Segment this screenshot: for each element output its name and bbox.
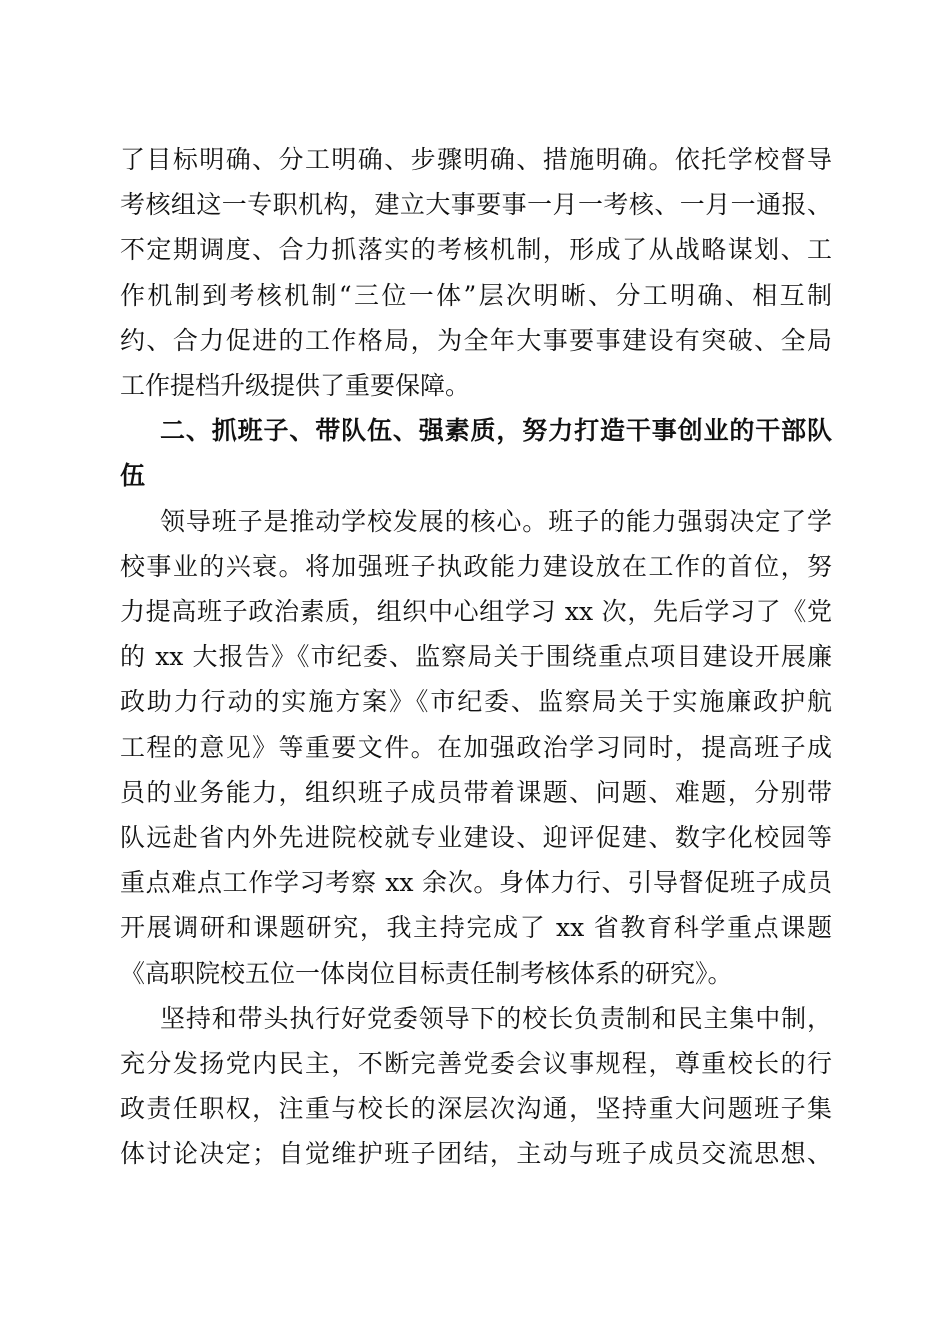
paragraph-1-line: 作机制到考核机制“三位一体”层次明晰、分工明确、相互制 [120,281,832,310]
paragraph-1-line: 约、合力促进的工作格局，为全年大事要事建设有突破、全局 [120,326,832,355]
paragraph-3-line: 体讨论决定；自觉维护班子团结，主动与班子成员交流思想、 [120,1139,832,1168]
section-heading-continued: 伍 [120,461,146,490]
paragraph-2-line: 领导班子是推动学校发展的核心。班子的能力强弱决定了学 [160,507,832,536]
paragraph-3-line: 政责任职权，注重与校长的深层次沟通，坚持重大问题班子集 [120,1094,832,1123]
paragraph-2-line: 开展调研和课题研究，我主持完成了 xx 省教育科学重点课题 [120,913,832,942]
paragraph-1-line: 不定期调度、合力抓落实的考核机制，形成了从战略谋划、工 [120,235,832,264]
paragraph-3-line: 充分发扬党内民主，不断完善党委会议事规程，尊重校长的行 [120,1049,832,1078]
paragraph-1-line: 考核组这一专职机构，建立大事要事一月一考核、一月一通报、 [120,190,832,219]
paragraph-2-line: 重点难点工作学习考察 xx 余次。身体力行、引导督促班子成员 [120,868,832,897]
paragraph-1-line: 了目标明确、分工明确、步骤明确、措施明确。依托学校督导 [120,145,832,174]
paragraph-2-line: 校事业的兴衰。将加强班子执政能力建设放在工作的首位，努 [120,552,832,581]
paragraph-2-line: 的 xx 大报告》《市纪委、监察局关于围绕重点项目建设开展廉 [120,642,832,671]
paragraph-2-line: 《高职院校五位一体岗位目标责任制考核体系的研究》。 [120,959,733,988]
paragraph-2-line: 力提高班子政治素质，组织中心组学习 xx 次，先后学习了《党 [120,597,832,626]
paragraph-2-line: 队远赴省内外先进院校就专业建设、迎评促建、数字化校园等 [120,823,832,852]
paragraph-2-line: 政助力行动的实施方案》《市纪委、监察局关于实施廉政护航 [120,687,832,716]
paragraph-1-line: 工作提档升级提供了重要保障。 [120,371,471,400]
section-heading: 二、抓班子、带队伍、强素质，努力打造干事创业的干部队 [160,416,832,445]
paragraph-2-line: 工程的意见》等重要文件。在加强政治学习同时，提高班子成 [120,733,832,762]
paragraph-3-line: 坚持和带头执行好党委领导下的校长负责制和民主集中制， [160,1004,832,1033]
paragraph-2-line: 员的业务能力，组织班子成员带着课题、问题、难题，分别带 [120,778,832,807]
